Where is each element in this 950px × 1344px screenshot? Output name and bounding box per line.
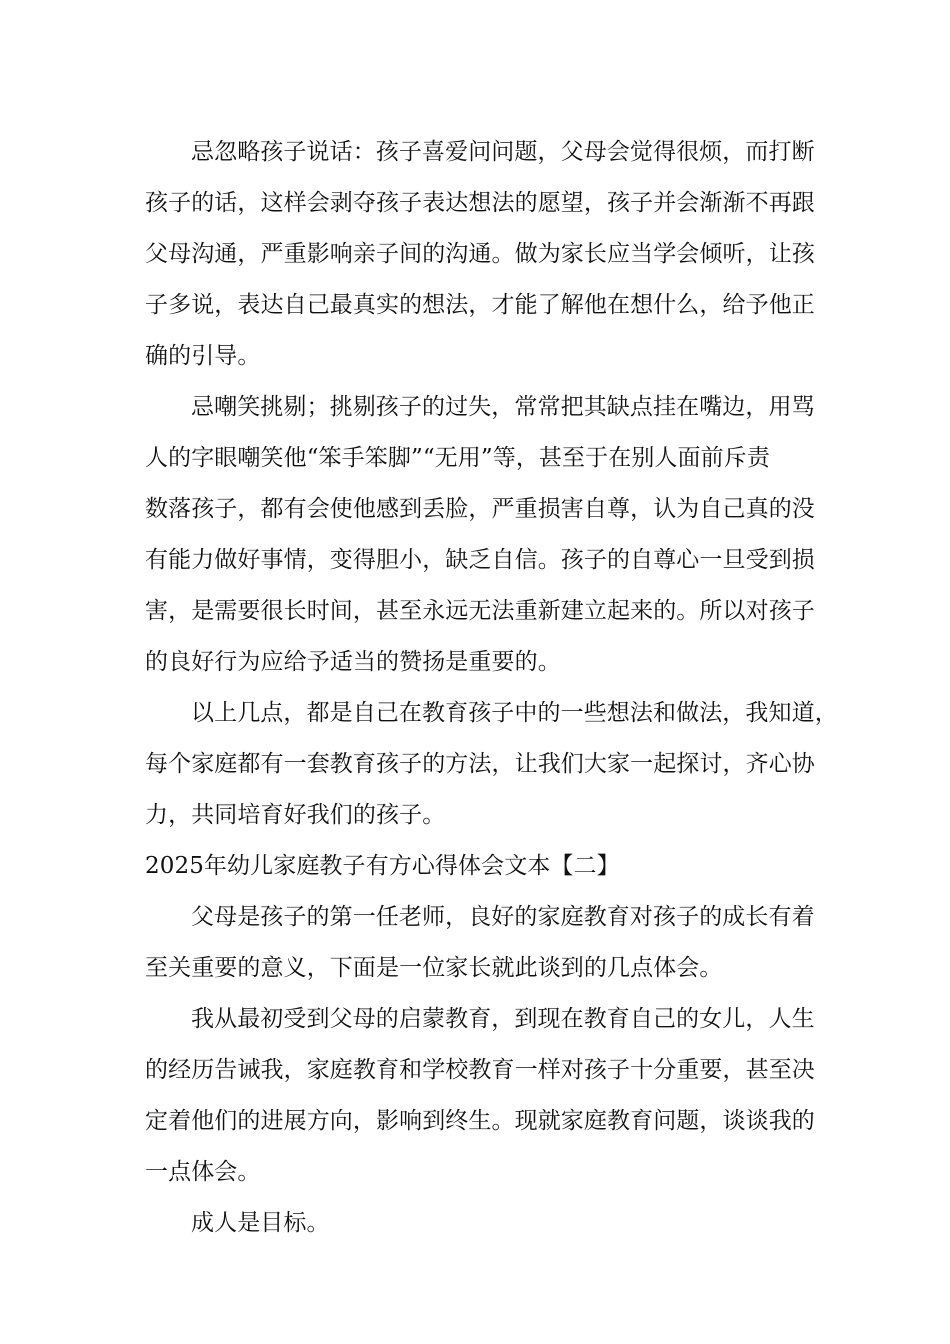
paragraph bbox=[145, 892, 815, 994]
text-line: 2025年幼儿家庭教子有方心得体会文本【二】 bbox=[145, 853, 620, 879]
text-line: 父母是孩子的第一任老师，良好的家庭教育对孩子的成长有着 bbox=[191, 904, 815, 930]
text-line: 至关重要的意义，下面是一位家长就此谈到的几点体会。 bbox=[145, 955, 723, 981]
text-line: 害，是需要很长时间，甚至永远无法重新建立起来的。所以对孩子 bbox=[145, 598, 815, 624]
paragraph bbox=[145, 688, 838, 841]
paragraph bbox=[145, 994, 815, 1198]
text-line: 一点体会。 bbox=[145, 1159, 261, 1185]
text-line: 以上几点，都是自己在教育孩子中的一些想法和做法，我知道， bbox=[191, 700, 838, 726]
text-line: 的经历告诫我，家庭教育和学校教育一样对孩子十分重要，甚至决 bbox=[145, 1057, 815, 1083]
text-line: 力，共同培育好我们的孩子。 bbox=[145, 802, 446, 828]
text-line: 确的引导。 bbox=[145, 343, 261, 369]
text-line: 父母沟通，严重影响亲子间的沟通。做为家长应当学会倾听，让孩 bbox=[145, 241, 815, 267]
text-line: 忌嘲笑挑剔；挑剔孩子的过失，常常把其缺点挂在嘴边，用骂 bbox=[191, 394, 815, 420]
paragraph bbox=[145, 127, 815, 382]
text-line: 人的字眼嘲笑他“笨手笨脚”“无用”等，甚至于在别人面前斥责 bbox=[145, 445, 770, 471]
text-line: 每个家庭都有一套教育孩子的方法，让我们大家一起探讨，齐心协 bbox=[145, 751, 815, 777]
text-line: 我从最初受到父母的启蒙教育，到现在教育自己的女儿，人生 bbox=[191, 1006, 815, 1032]
text-line: 的良好行为应给予适当的赞扬是重要的。 bbox=[145, 649, 561, 675]
text-line: 孩子的话，这样会剥夺孩子表达想法的愿望，孩子并会渐渐不再跟 bbox=[145, 190, 815, 216]
text-line: 忌忽略孩子说话：孩子喜爱问问题，父母会觉得很烦，而打断 bbox=[191, 139, 815, 165]
text-line: 数落孩子，都有会使他感到丢脸，严重损害自尊，认为自己真的没 bbox=[145, 496, 815, 522]
text-line: 子多说，表达自己最真实的想法，才能了解他在想什么，给予他正 bbox=[145, 292, 815, 318]
text-line: 有能力做好事情，变得胆小，缺乏自信。孩子的自尊心一旦受到损 bbox=[145, 547, 815, 573]
text-line: 定着他们的进展方向，影响到终生。现就家庭教育问题，谈谈我的 bbox=[145, 1108, 815, 1134]
paragraph bbox=[145, 382, 815, 688]
section-heading bbox=[145, 841, 815, 892]
document-body bbox=[145, 127, 838, 1249]
paragraph bbox=[145, 1198, 815, 1249]
text-line: 成人是目标。 bbox=[191, 1210, 330, 1236]
